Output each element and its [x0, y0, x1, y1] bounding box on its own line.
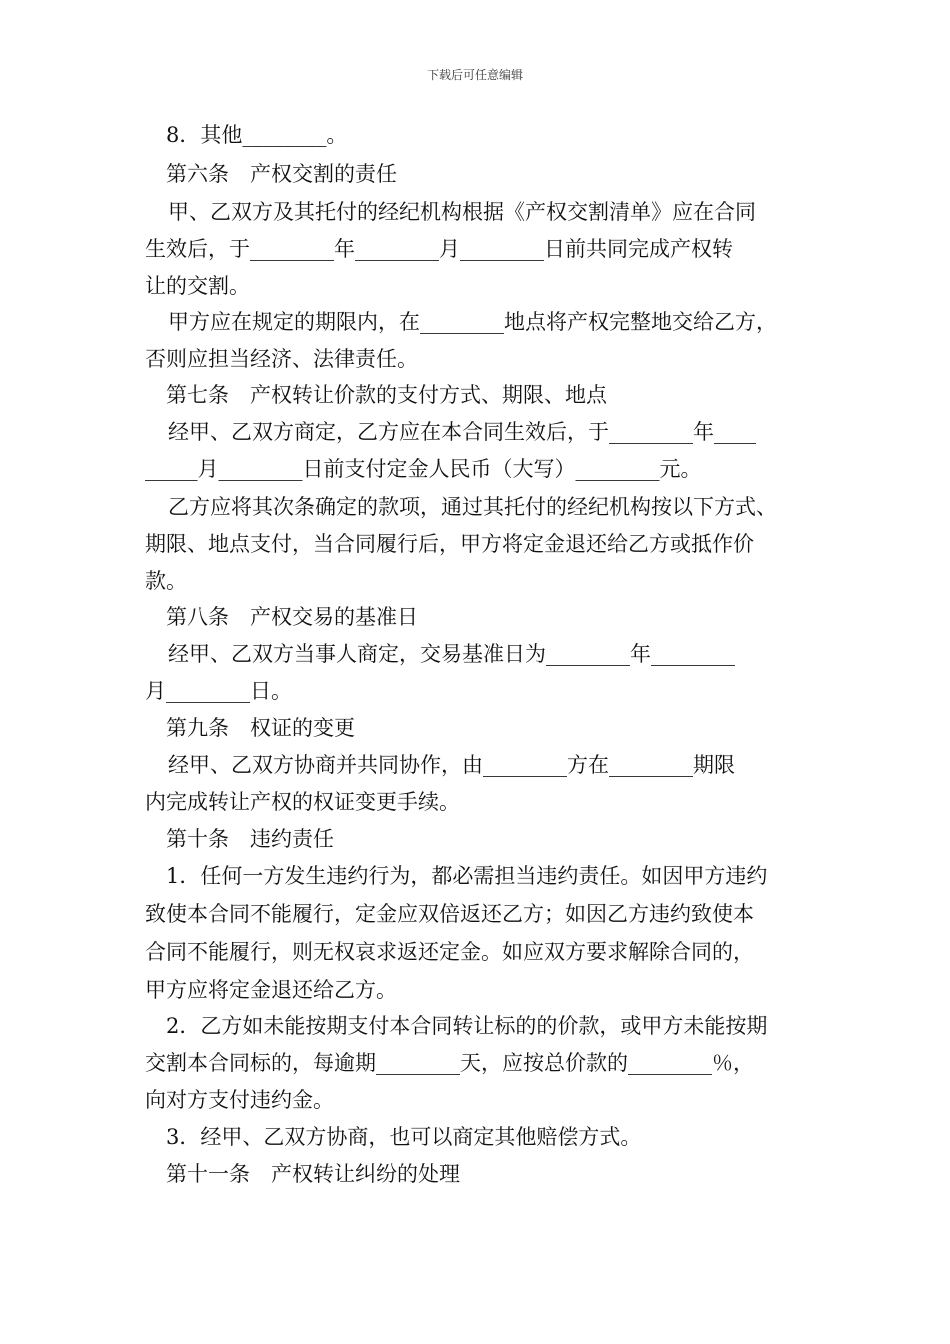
text-line: 生效后，于________年________月________日前共同完成产权转 [145, 237, 733, 261]
text-line: 经甲、乙双方协商并共同协作，由________方在________期限 [168, 753, 735, 777]
text-line: 甲方应将定金退还给乙方。 [145, 978, 397, 1002]
text-line: 8．其他________。 [166, 123, 348, 147]
text-line: 甲、乙双方及其托付的经纪机构根据《产权交割清单》应在合同 [168, 200, 756, 224]
article-heading: 第七条 产权转让价款的支付方式、期限、地点 [166, 383, 607, 407]
text-line: 经甲、乙双方当事人商定，交易基准日为________年________ [168, 642, 735, 666]
text-line: 期限、地点支付，当合同履行后，甲方将定金退还给乙方或抵作价 [145, 532, 754, 556]
text-line: 否则应担当经济、法律责任。 [145, 347, 418, 371]
article-heading: 第十一条 产权转让纠纷的处理 [166, 1162, 460, 1186]
article-heading: 第九条 权证的变更 [166, 716, 355, 740]
text-line: 让的交割。 [145, 274, 250, 298]
text-line: 3．经甲、乙双方协商，也可以商定其他赔偿方式。 [166, 1125, 642, 1149]
article-heading: 第八条 产权交易的基准日 [166, 605, 418, 629]
article-heading: 第六条 产权交割的责任 [166, 162, 397, 186]
text-line: 乙方应将其次条确定的款项，通过其托付的经纪机构按以下方式、 [168, 495, 777, 519]
text-line: 内完成转让产权的权证变更手续。 [145, 790, 460, 814]
text-line: 1．任何一方发生违约行为，都必需担当违约责任。如因甲方违约 [166, 864, 768, 888]
text-line: 2．乙方如未能按期支付本合同转让标的的价款，或甲方未能按期 [166, 1014, 768, 1038]
text-line: 款。 [145, 569, 187, 593]
page-header: 下载后可任意编辑 [426, 68, 523, 82]
text-line: 致使本合同不能履行，定金应双倍返还乙方；如因乙方违约致使本 [145, 902, 754, 926]
text-line: _____月________日前支付定金人民币（大写）________元。 [145, 457, 702, 481]
text-line: 经甲、乙双方商定，乙方应在本合同生效后，于________年____ [168, 420, 756, 444]
text-line: 合同不能履行，则无权哀求返还定金。如应双方要求解除合同的， [145, 940, 754, 964]
text-line: 甲方应在规定的期限内，在________地点将产权完整地交给乙方， [168, 310, 777, 334]
article-heading: 第十条 违约责任 [166, 827, 334, 851]
text-line: 向对方支付违约金。 [145, 1088, 334, 1112]
text-line: 交割本合同标的，每逾期________天，应按总价款的________％， [145, 1051, 754, 1075]
text-line: 月________日。 [145, 679, 292, 703]
